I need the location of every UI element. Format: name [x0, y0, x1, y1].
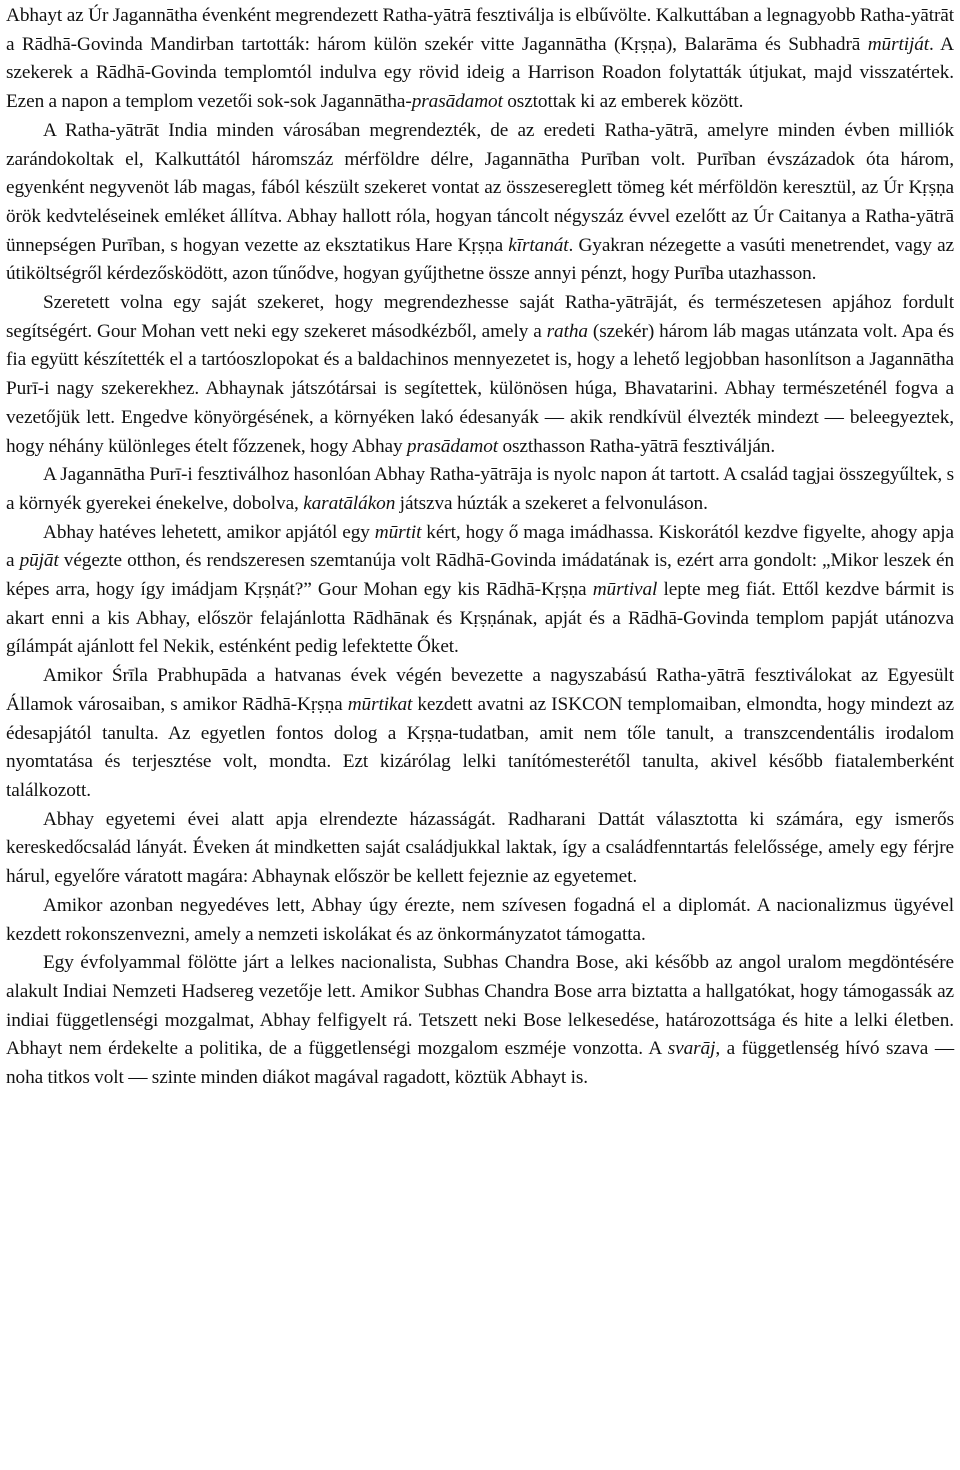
text-run: A Jagannātha Purī-i fesztiválhoz hasonlóan Abhay Ratha-yātrāja is nyolc napon át tartott. A család tagjai összegyűltek, s a környék gyerekei énekelve, dobolva,	[6, 464, 954, 514]
text-run: oszthasson Ratha-yātrā fesztiválján.	[498, 435, 776, 457]
text-run: Szeretett volna egy saját szekeret, hogy megrendezhesse saját Ratha-yātrāját, és természetesen apjához fordult segítségért. Gour Mohan vett neki egy szekeret másodkézből, amely a	[6, 292, 954, 342]
text-run: végezte otthon, és rendszeresen szemtanúja volt Rādhā-Govinda imádatának is, ezért arra gondolt: „Mikor leszek én képes arra, hogy így imádjam Kṛṣṇát?” Gour Mohan egy kis Rādhā-Kṛṣṇa	[6, 550, 954, 601]
italic-term: kīrtanát	[508, 234, 569, 256]
text-run: Amikor azonban negyedéves lett, Abhay úgy érezte, nem szívesen fogadná el a diplomát. A nacionalizmus ügyével kezdett rokonszenvezni, amely a nemzeti iskolákat és az önkormányzatot támogatta.	[6, 894, 954, 945]
paragraph	[6, 519, 954, 663]
italic-term: pūjāt	[19, 550, 59, 572]
text-run: Abhayt az Úr Jagannātha évenként megrendezett Ratha-yātrā fesztiválja is elbűvölte. Kalkuttában a legnagyobb Ratha-yātrāt a Rādhā-Govinda Mandirban tartották: három külön szekér vitte Jagannātha (Kṛṣṇa), Balarāma és Subhadrā	[6, 5, 954, 55]
italic-term: mūrtikat	[347, 693, 413, 715]
text-run: játszva húzták a szekeret a felvonuláson.	[395, 492, 708, 514]
paragraph	[6, 461, 954, 518]
italic-term: svarāj	[667, 1038, 716, 1060]
italic-term: prasādamot	[411, 91, 503, 113]
paragraph	[6, 2, 954, 117]
paragraph	[6, 892, 954, 949]
text-run: . Gyakran nézegette a vasúti menetrendet, vagy az útiköltségről kérdezősködött, azon tűnődve, hogyan gyűjthetne össze annyi pénzt, hogy Purība utazhasson.	[6, 234, 954, 285]
text-run: kezdett avatni az ISKCON templomaiban, elmondta, hogy mindezt az édesapjától tanulta. Az egyetlen fontos dolog a Kṛṣṇa-tudatban, amit nem tőle tanult, a transzcendentális irodalom nyomtatása és terjesztése volt, mondta. Ezt kizárólag lelki tanítómesterétől tanulta, akivel később fiatalemberként találkozott.	[6, 693, 954, 801]
paragraph	[6, 949, 954, 1093]
text-run: Egy évfolyammal fölötte járt a lelkes nacionalista, Subhas Chandra Bose, aki később az angol uralom megdöntésére alakult Indiai Nemzeti Hadsereg vezetője lett. Amikor Subhas Chandra Bose arra biztatta a hallgatókat, hogy támogassák az indiai függetlenségi mozgalmat, Abhay felfigyelt rá. Tetszett neki Bose lelkesedése, határozottsága és hite a lelki életben. Abhayt nem érdekelte a politika, de a függetlenségi mozgalom eszméje vonzotta. A	[6, 952, 954, 1060]
text-run: Abhay egyetemi évei alatt apja elrendezte házasságát. Radharani Dattát választotta ki számára, egy ismerős kereskedőcsalád lányát. Éveken át mindketten saját családjukkal laktak, így a családfenntartás felelőssége, amely egy férjre hárul, egyelőre váratott magára: Abhaynak először be kellett fejeznie az egyetemet.	[6, 808, 954, 888]
text-run: osztottak ki az emberek között.	[502, 91, 744, 113]
text-run: . A szekerek a Rādhā-Govinda templomtól indulva egy rövid ideig a Harrison Roadon folytatták útjukat, majd visszatértek. Ezen a napon a templom vezetői sok-sok Jagannātha-	[6, 33, 954, 113]
text-run: Abhay hatéves lehetett, amikor apjától egy	[43, 521, 375, 543]
text-run: A Ratha-yātrāt India minden városában megrendezték, de az eredeti Ratha-yātrā, amelyre minden évben milliók zarándokoltak el, Kalkuttától háromszáz mérföldre délre, Jagannātha Purīban volt. Purīban évszázadok óta három, egyenként negyvenöt láb magas, fából készült szekeret vontat az összesereglett tömeg két mérföldön keresztül, az Úr Kṛṣṇa örök kedvteléseinek emléket állítva. Abhay hallott róla, hogyan táncolt négyszáz évvel ezelőtt az Úr Caitanya a Ratha-yātrā ünnepségen Purīban, s hogyan vezette az eksztatikus Hare Kṛṣṇa	[6, 119, 954, 256]
text-run: (szekér) három láb magas utánzata volt. Apa és fia együtt készítették el a tartóoszlopokat és a baldachinos mennyezetet is, hogy a lehető legjobban hasonlítson a Jagannātha Purī-i nagy szekerekhez. Abhaynak játszótársai is segítettek, különösen húga, Bhavatarini. Abhay természeténél fogva a vezetőjük lett. Engedve könyörgésének, a környéken lakó édesanyák — akik rendkívül élvezték mindezt — beleegyeztek, hogy néhány különleges ételt főzzenek, hogy Abhay	[6, 320, 954, 457]
text-run: kért, hogy ő maga imádhassa. Kiskorától kezdve figyelte, ahogy apja a	[6, 521, 955, 572]
text-run: , a függetlenség hívó szava — noha titkos volt — szinte minden diákot magával ragadott, köztük Abhayt is.	[6, 1038, 954, 1089]
italic-term: mūrtival	[592, 579, 658, 601]
paragraph	[6, 289, 954, 461]
paragraph	[6, 117, 954, 289]
italic-term: mūrtit	[374, 521, 422, 543]
italic-term: karatālákon	[303, 492, 396, 514]
italic-term: mūrtiját	[867, 33, 930, 55]
paragraph	[6, 662, 954, 806]
italic-term: ratha	[546, 320, 588, 342]
italic-term: prasādamot	[406, 435, 499, 457]
paragraph	[6, 806, 954, 892]
text-run: lepte meg fiát. Ettől kezdve bármit is akart enni a kis Abhay, először felajánlotta Rādhānak és Kṛṣṇának, apját és a Rādhā-Govinda templom papját utánozva gílámpát ajánlott fel Nekik, esténként pedig lefektette Őket.	[6, 579, 954, 658]
text-run: Amikor Śrīla Prabhupāda a hatvanas évek végén bevezette a nagyszabású Ratha-yātrā fesztiválokat az Egyesült Államok városaiban, s amikor Rādhā-Kṛṣṇa	[6, 665, 954, 715]
